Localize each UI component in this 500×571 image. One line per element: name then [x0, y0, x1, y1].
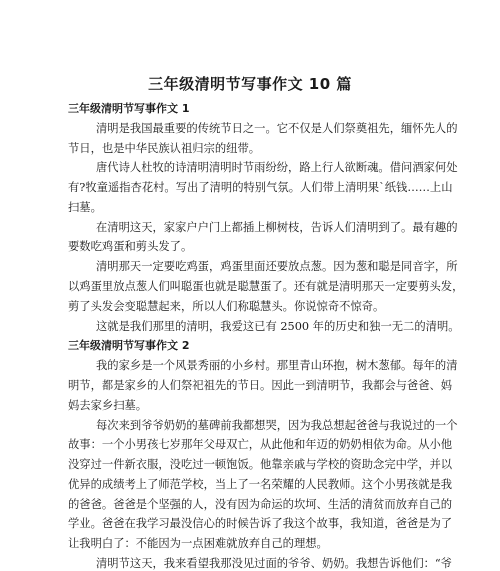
paragraph-line: 清明那天一定要吃鸡蛋，鸡蛋里面还要放点葱。因为葱和聪是同音字，所: [96, 260, 458, 273]
section-heading-1: 三年级清明节写事作文 1: [68, 102, 190, 115]
paragraph-line: 唐代诗人杜牧的诗清明清明时节雨纷纷，路上行人欲断魂。借问酒家何处: [96, 161, 458, 174]
paragraph-line: 明节，都是家乡的人们祭祀祖先的节日。因此一到清明节，我都会与爸爸、妈: [68, 379, 453, 392]
paragraph-line: 这就是我们那里的清明，我爱这已有 2500 年的历史和独一无二的清明。: [96, 320, 460, 333]
paragraph-line: 我的家乡是一个风景秀丽的小乡村。那里青山环抱，树木葱郁。每年的清: [96, 359, 458, 372]
document-title: 三年级清明节写事作文 10 篇: [148, 75, 352, 93]
paragraph-line: 有?牧童遥指杏花村。写出了清明的特别气氛。人们带上清明果`纸钱……上山: [68, 181, 453, 194]
paragraph-line: 剪了头发会变聪慧起来，所以人们称聪慧头。你说惊奇不惊奇。: [68, 300, 385, 313]
paragraph-line: 节日，也是中华民族认祖归宗的纽带。: [68, 142, 261, 155]
paragraph-line: 要数吃鸡蛋和剪头发了。: [68, 240, 193, 253]
paragraph-line: 以鸡蛋里放点葱人们叫聪蛋也就是聪慧蛋了。还有就是清明那天一定要剪头发，: [68, 280, 464, 293]
paragraph-line: 清明是我国最重要的传统节日之一。它不仅是人们祭奠祖先，缅怀先人的: [96, 122, 458, 135]
section-heading-2: 三年级清明节写事作文 2: [68, 339, 190, 352]
paragraph-line: 学业。爸爸在我学习最没信心的时候告诉了我这个故事，我知道，爸爸是为了: [68, 517, 453, 530]
paragraph-line: 优异的成绩考上了师范学校，当上了一名荣耀的人民教师。这个小男孩就是我: [68, 478, 453, 491]
paragraph-line: 清明节这天，我来看望我那没见过面的爷爷、奶奶。我想告诉他们：“爷: [96, 557, 452, 570]
paragraph-line: 在清明这天，家家户户门上都插上柳树枝，告诉人们清明到了。最有趣的: [96, 221, 458, 234]
paragraph-line: 故事：一个小男孩七岁那年父母双亡，从此他和年迈的奶奶相依为命。从小他: [68, 438, 453, 451]
paragraph-line: 的爸爸。爸爸是个坚强的人，没有因为命运的坎坷、生活的清贫而放弃自己的: [68, 498, 453, 511]
paragraph-line: 扫墓。: [68, 201, 102, 214]
paragraph-line: 妈去家乡扫墓。: [68, 399, 148, 412]
paragraph-line: 每次来到爷爷奶奶的墓碑前我都想哭，因为我总想起爸爸与我说过的一个: [96, 419, 458, 432]
paragraph-line: 没穿过一件新衣服，没吃过一顿饱饭。他靠亲戚与学校的资助念完中学，并以: [68, 458, 453, 471]
paragraph-line: 让我明白了：不能因为一点困难就放弃自己的理想。: [68, 537, 328, 550]
